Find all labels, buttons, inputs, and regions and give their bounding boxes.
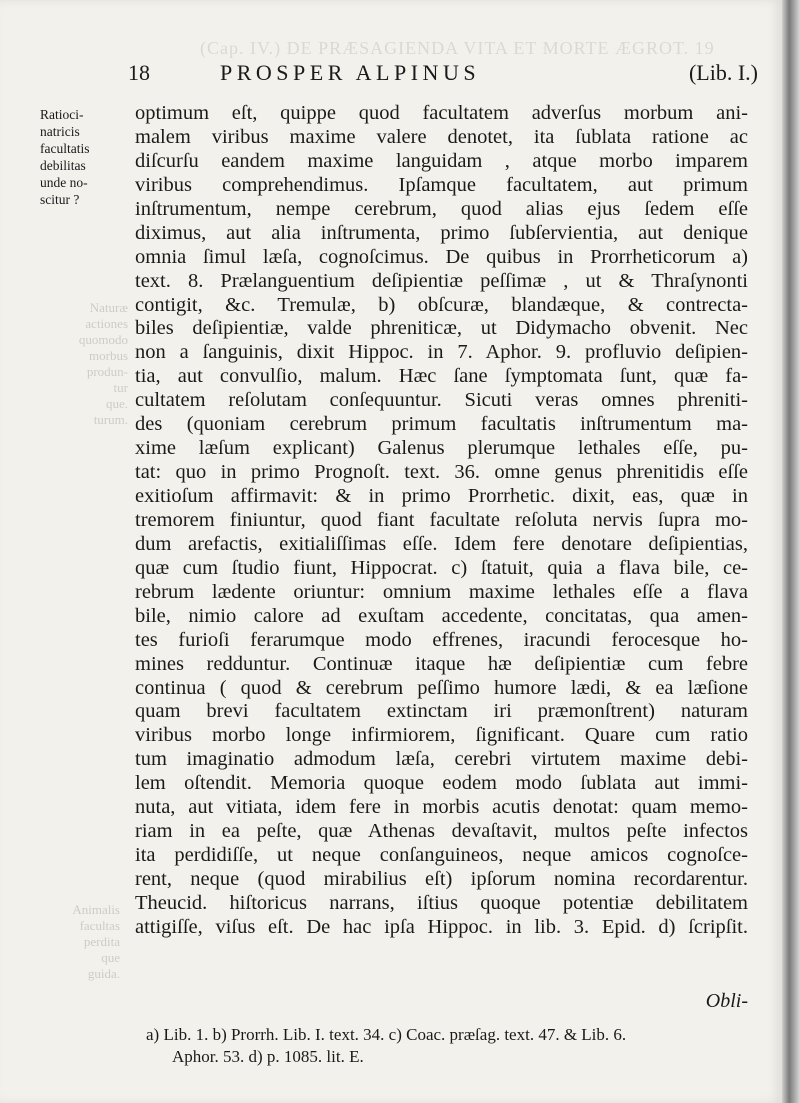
margin-note: Ratioci- natricis facultatis debilitas unde no- scitur ?	[40, 107, 90, 207]
text-line: viribus comprehendimus. Ipſamque facultatem, aut primum	[135, 173, 748, 196]
text-line: contigit, &c. Tremulæ, b) obſcuræ, blandæque, & contrecta-	[135, 293, 748, 316]
text-line: diſcurſu eandem maxime languidam , atque morbo imparem	[135, 149, 748, 172]
text-line: viribus morbo longe infirmiorem, ſignificant. Quare cum ratio	[135, 724, 748, 747]
footnotes	[132, 1024, 752, 1068]
running-head	[128, 60, 758, 90]
text-line: non a ſanguinis, dixit Hippoc. in 7. Aphor. 9. profluvio deſipien-	[135, 341, 748, 364]
text-line: mines redduntur. Continuæ itaque hæ deſipientiæ cum febre	[135, 652, 748, 675]
catchword: Obli-	[705, 990, 748, 1012]
text-line: quam brevi facultatem extinctam iri præmonſtrent) naturam	[135, 700, 748, 723]
text-line: rebrum lædente oriuntur: omnium maxime lethales eſſe a flava	[135, 580, 748, 603]
text-line: lem oſtendit. Memoria quoque eodem modo ſublata aut immi-	[135, 772, 748, 795]
page-edge-shadow	[782, 0, 800, 1103]
text-line: cultatem reſolutam conſequuntur. Sicuti veras omnes phreniti-	[135, 389, 748, 412]
book-reference: (Lib. I.)	[688, 60, 758, 85]
text-line: bile, nimio calore ad exuſtam accedente, concitatas, qua amen-	[135, 604, 748, 627]
text-line: tes furioſi ferarumque modo effrenes, iracundi ferocesque ho-	[135, 628, 748, 651]
text-line: riam in ea peſte, quæ Athenas devaſtavit, multos peſte infectos	[135, 820, 748, 843]
text-line: tat: quo in primo Prognoſt. text. 36. omne genus phrenitidis eſſe	[135, 461, 748, 484]
text-line: inſtrumentum, nempe cerebrum, quod alias ejus ſedem eſſe	[135, 197, 748, 220]
show-through-margin-lower: Animalis facultas perdita que guida.	[72, 902, 120, 981]
text-line: quæ cum ſtudio fiunt, Hippocrat. c) ſtatuit, quia a flava bile, ce-	[135, 556, 748, 579]
show-through-header: (Cap. IV.) DE PRÆSAGIENDA VITA ET MORTE ÆGROT. 19	[200, 38, 715, 58]
text-line: tum imaginatio admodum læſa, cerebri virtutem maxime debi-	[135, 748, 748, 771]
text-line: continua ( quod & cerebrum peſſimo humore lædi, & ea læſione	[135, 676, 748, 699]
text-line: ita perdidiſſe, ut neque conſanguineos, neque amicos cognoſce-	[135, 844, 748, 867]
page-number: 18	[128, 60, 150, 85]
text-line: text. 8. Prælanguentium deſipientiæ peſſimæ , ut & Thraſynonti	[135, 269, 748, 292]
footnote-line: a) Lib. 1. b) Prorrh. Lib. I. text. 34. c) Coac. præſag. text. 47. & Lib. 6.	[146, 1025, 627, 1044]
text-line: rent, neque (quod mirabilius eſt) ipſorum nomina recordarentur.	[135, 868, 748, 890]
text-line: omnia ſimul læſa, cognoſcimus. De quibus in Prorrheticorum a)	[135, 245, 748, 268]
text-line: dum arefactis, exitialiſſimas eſſe. Idem fere denotare deſipientias,	[135, 532, 748, 555]
text-line: diximus, aut alia inſtrumenta, primo ſubſervientia, aut denique	[135, 221, 748, 244]
body-text	[135, 102, 748, 940]
running-title: PROSPER ALPINUS	[220, 60, 481, 85]
text-line: tia, aut convulſio, malum. Hæc ſane ſymptomata ſunt, quæ fa-	[135, 365, 748, 388]
text-line: nuta, aut vitiata, idem fere in morbis acutis denotat: quam memo-	[135, 796, 748, 819]
text-line: biles deſipientiæ, valde phreniticæ, ut Didymacho obvenit. Nec	[135, 317, 748, 340]
show-through-margin-upper: Naturæ actiones quomodo morbus produn- tur que. turum.	[78, 300, 128, 427]
text-line: optimum eſt, quippe quod facultatem adverſus morbum ani-	[135, 102, 748, 124]
text-line: malem viribus maxime valere denotet, ita ſublata ratione ac	[135, 125, 748, 148]
text-line: des (quoniam cerebrum primum facultatis inſtrumentum ma-	[135, 413, 748, 436]
text-line: tremorem finiuntur, quod fiant facultate reſoluta nervis ſupra mo-	[135, 508, 748, 531]
text-line: Theucid. hiſtoricus narrans, iſtius quoque potentiæ debilitatem	[135, 891, 748, 914]
text-line: xime læſum explicant) Galenus plerumque lethales eſſe, pu-	[135, 437, 748, 460]
text-line: attigiſſe, viſus eſt. De hac ipſa Hippoc. in lib. 3. Epid. d) ſcripſit.	[135, 915, 748, 938]
text-line: exitioſum affirmavit: & in primo Prorrhetic. dixit, eas, quæ in	[135, 485, 748, 507]
footnote-line: Aphor. 53. d) p. 1085. lit. E.	[172, 1047, 364, 1066]
